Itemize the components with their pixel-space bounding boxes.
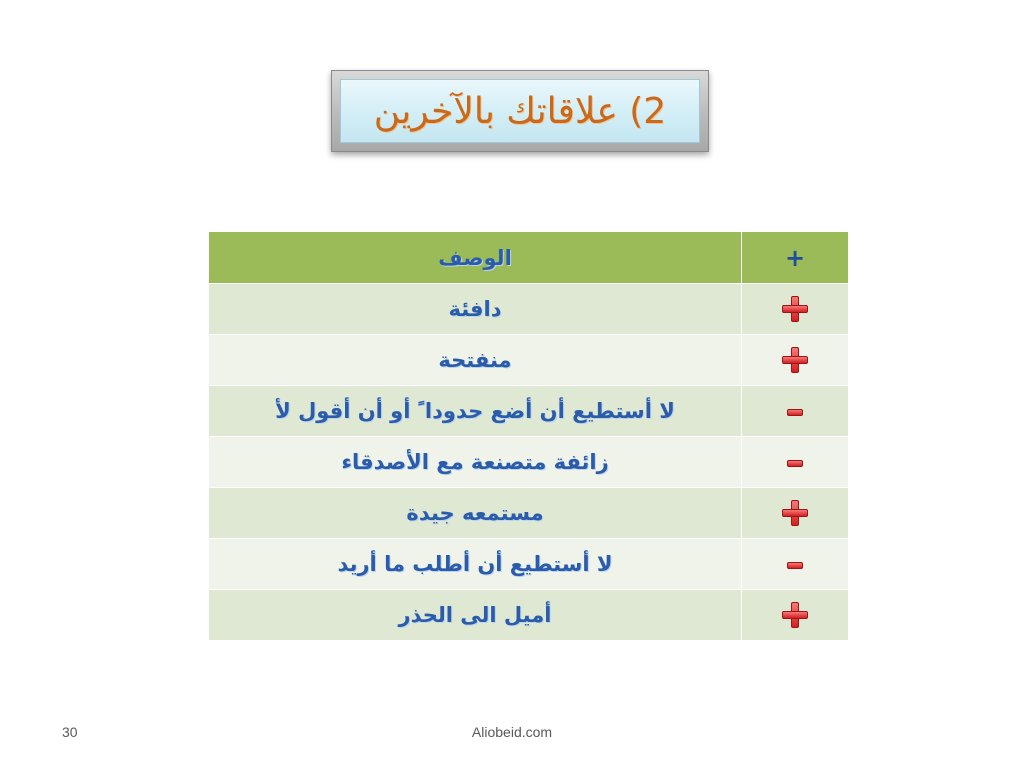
header-description: الوصف [438,245,512,270]
header-description-cell [209,232,742,284]
table-row [209,386,849,437]
row-description: مستمعه جيدة [406,501,544,525]
plus-icon [782,500,808,526]
row-description: منفتحة [438,348,512,372]
row-description: أميل الى الحذر [398,603,552,627]
description-cell [209,590,742,641]
slide-title-box [331,70,709,152]
description-cell [209,386,742,437]
sign-cell [742,335,849,386]
minus-icon [787,562,803,569]
footer-website: Aliobeid.com [471,724,553,740]
description-cell [209,284,742,335]
description-cell [209,437,742,488]
minus-icon [787,460,803,467]
sign-cell [742,488,849,539]
row-description: لا أستطيع أن أطلب ما أريد [337,552,613,576]
table-row [209,488,849,539]
sign-cell [742,539,849,590]
table-row [209,539,849,590]
minus-icon [787,409,803,416]
plus-icon [782,347,808,373]
slide-title-inner [340,79,700,143]
plus-icon [782,602,808,628]
description-cell [209,488,742,539]
sign-cell [742,386,849,437]
table-row [209,335,849,386]
header-sign: + [784,243,806,272]
description-cell [209,539,742,590]
traits-table [208,231,849,641]
description-cell [209,335,742,386]
header-sign-cell [742,232,849,284]
row-description: دافئة [448,297,502,321]
sign-cell [742,284,849,335]
table-row [209,284,849,335]
table-header-row [209,232,849,284]
row-description: زائفة متصنعة مع الأصدقاء [341,450,609,474]
table-row [209,590,849,641]
page-number: 30 [62,724,78,740]
sign-cell [742,437,849,488]
sign-cell [742,590,849,641]
table-row [209,437,849,488]
row-description: لا أستطيع أن أضع حدودا ً أو أن أقول لأ [275,399,675,423]
slide-title: 2) علاقاتك بالآخرين [373,90,667,132]
plus-icon [782,296,808,322]
